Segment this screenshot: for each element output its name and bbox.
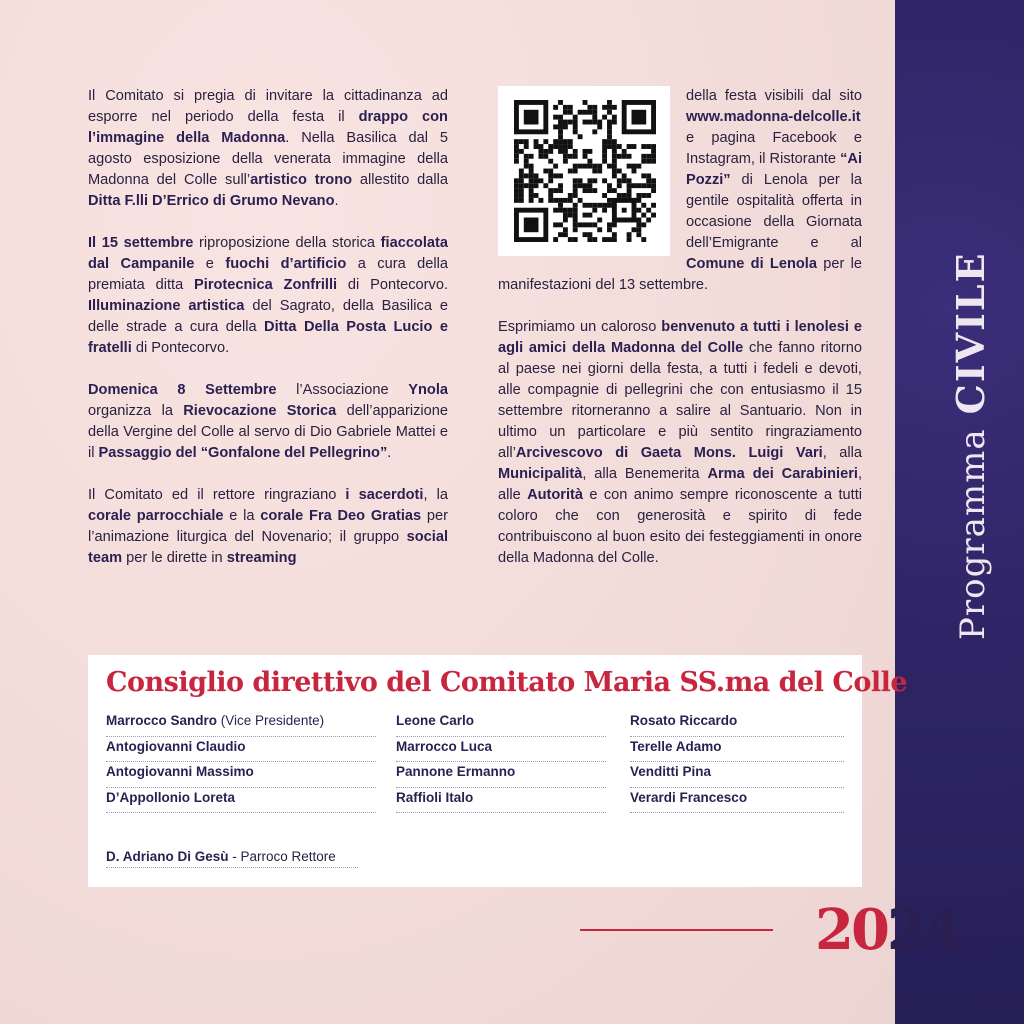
right-text-column	[498, 86, 862, 590]
text-run: e pagina Facebook e Instagram, il Ristorante	[686, 130, 862, 167]
sidebar-title	[948, 251, 993, 640]
text-run: streaming	[226, 550, 297, 566]
text-run: riproposizione della storica	[193, 235, 381, 251]
text-run: e la	[223, 508, 261, 524]
text-run: , alla	[822, 445, 863, 461]
text-run: .	[387, 445, 392, 461]
member-row	[106, 762, 376, 788]
member-name: Venditti Pina	[630, 764, 712, 779]
text-run: e	[194, 256, 226, 272]
member-name: Antogiovanni Claudio	[106, 738, 246, 754]
paragraph-drappo	[88, 86, 448, 212]
text-run: del Sagrato, della Basilica e delle strade a cura della	[88, 298, 449, 335]
member-name: Terelle Adamo	[630, 738, 722, 754]
year-part-1: 20	[815, 897, 887, 963]
text-run: fiaccolata dal Campanile	[88, 235, 448, 272]
text-run: che fanno ritorno al paese nei giorni della festa, a tutti i fedeli e devoti, alle compagnie di pellegrini che con entusiasmo il 15 settembre ritorneranno a salire al Santuario. Non in ultimo un particolare e più sentito ringraziamento all’	[498, 340, 862, 461]
text-run: .	[334, 193, 339, 209]
member-row	[396, 762, 606, 788]
decorative-red-line	[580, 929, 773, 931]
text-run: di Lenola per la gentile ospitalità offerta in occasione della Giornata dell’Emigrante e al	[686, 172, 862, 251]
board-panel	[88, 655, 908, 887]
member-row	[396, 737, 606, 763]
text-run: dell’apparizione della Vergine del Colle al servo di Dio Gabriele Mattei e il	[88, 403, 448, 461]
member-name: Raffioli Italo	[396, 789, 474, 805]
member-column-2	[396, 711, 606, 813]
paragraph-benvenuto	[498, 317, 862, 569]
member-row	[106, 711, 376, 737]
sidebar-word-programma: Programma	[953, 428, 993, 640]
text-run: , la	[423, 487, 449, 503]
paragraph-ringraziamenti	[88, 485, 448, 569]
text-run: , alla Benemerita	[582, 466, 708, 482]
text-run: Esprimiamo un caloroso	[498, 319, 662, 335]
text-run: benvenuto a tutti i lenolesi e agli amici della Madonna del Colle	[498, 319, 862, 356]
paragraph-8-settembre	[88, 380, 448, 464]
member-name: Pannone Ermanno	[396, 764, 516, 779]
text-run: social team	[88, 529, 448, 566]
member-name: Leone Carlo	[396, 713, 475, 728]
text-run: Domenica 8 Settembre	[88, 382, 277, 398]
member-row	[630, 762, 844, 788]
text-run: Illuminazione artistica	[88, 298, 245, 314]
member-name: Antogiovanni Massimo	[106, 764, 254, 779]
year-label	[815, 898, 959, 962]
member-name: Marrocco Luca	[396, 738, 493, 754]
text-run: fuochi d’artificio	[225, 256, 347, 272]
text-run: Autorità	[527, 487, 584, 503]
text-run: Arma dei Carabinieri	[707, 466, 858, 482]
text-run: i sacerdoti	[345, 487, 424, 503]
text-run: di Pontecorvo.	[337, 277, 448, 293]
text-run: Rievocazione Storica	[183, 403, 337, 419]
rector-role: - Parroco Rettore	[228, 849, 336, 864]
text-run: e con animo sempre riconoscente a tutti coloro che con generosità e spirito di fede contribuiscono al buon esito dei festeggiamenti in onore della Madonna del Colle.	[498, 487, 862, 566]
text-run: . Nella Basilica dal 5 agosto esposizione della venerata immagine della Madonna del Colle sull’	[88, 130, 448, 188]
left-text-column	[88, 86, 448, 590]
member-row	[630, 737, 844, 763]
member-name: Marrocco Sandro	[106, 713, 218, 728]
text-run: per l’animazione liturgica del Novenario; il gruppo	[88, 508, 448, 545]
text-run: di Pontecorvo.	[131, 340, 230, 356]
text-run: Passaggio del “Gonfalone del Pellegrino”	[98, 445, 388, 461]
text-run: Arcivescovo di Gaeta Mons. Luigi Vari	[515, 445, 823, 461]
member-row	[396, 788, 606, 814]
text-run: a cura della premiata ditta	[88, 256, 448, 293]
text-run: allestito dalla	[352, 172, 448, 188]
text-run: l’Associazione	[276, 382, 409, 398]
text-run: “Ai Pozzi”	[686, 151, 862, 188]
text-run: per le manifestazioni del 13 settembre.	[498, 256, 863, 293]
rector-name: D. Adriano Di Gesù	[106, 849, 229, 864]
text-run: Il 15 settembre	[88, 235, 194, 251]
member-column-3	[630, 711, 844, 813]
text-run: Ynola	[408, 382, 448, 398]
member-row	[396, 711, 606, 737]
text-run: della festa visibili dal sito	[686, 88, 862, 104]
member-role: (Vice Presidente)	[217, 713, 325, 728]
member-column-1	[106, 711, 376, 813]
text-run: www.madonna-delcolle.it	[686, 109, 861, 125]
text-run: drappo con l’immagine della Madonna	[88, 109, 448, 146]
board-title: Consiglio direttivo del Comitato Maria SS.ma del Colle	[106, 667, 908, 698]
paragraph-15-settembre	[88, 233, 448, 359]
text-run: Ditta F.lli D’Errico di Grumo Nevano	[88, 193, 335, 209]
text-run: Il Comitato ed il rettore ringraziano	[88, 487, 346, 503]
sidebar-word-civile: CIVILE	[948, 251, 993, 415]
member-row	[106, 737, 376, 763]
text-run: Ditta Della Posta Lucio e fratelli	[88, 319, 448, 356]
text-run: Municipalità	[498, 466, 583, 482]
year-part-2: 24	[886, 897, 959, 963]
text-run: organizza la	[88, 403, 184, 419]
text-run: corale parrocchiale	[88, 508, 224, 524]
member-row	[630, 711, 844, 737]
text-run: Comune di Lenola	[686, 256, 817, 272]
member-name: Rosato Riccardo	[630, 713, 738, 728]
member-row	[630, 788, 844, 814]
text-run: Il Comitato si pregia di invitare la cittadinanza ad esporre nel periodo della festa il	[88, 88, 448, 125]
qr-code[interactable]	[498, 86, 670, 256]
qr-code-icon	[514, 100, 656, 242]
member-name: D’Appollonio Loreta	[106, 789, 235, 805]
text-run: , alle	[498, 466, 862, 503]
text-run: corale Fra Deo Gratias	[260, 508, 422, 524]
text-run: artistico trono	[250, 172, 353, 188]
member-row	[106, 788, 376, 814]
text-run: Pirotecnica Zonfrilli	[194, 277, 338, 293]
text-run: per le dirette in	[122, 550, 227, 566]
member-name: Verardi Francesco	[630, 789, 748, 805]
rector-line	[106, 847, 358, 868]
